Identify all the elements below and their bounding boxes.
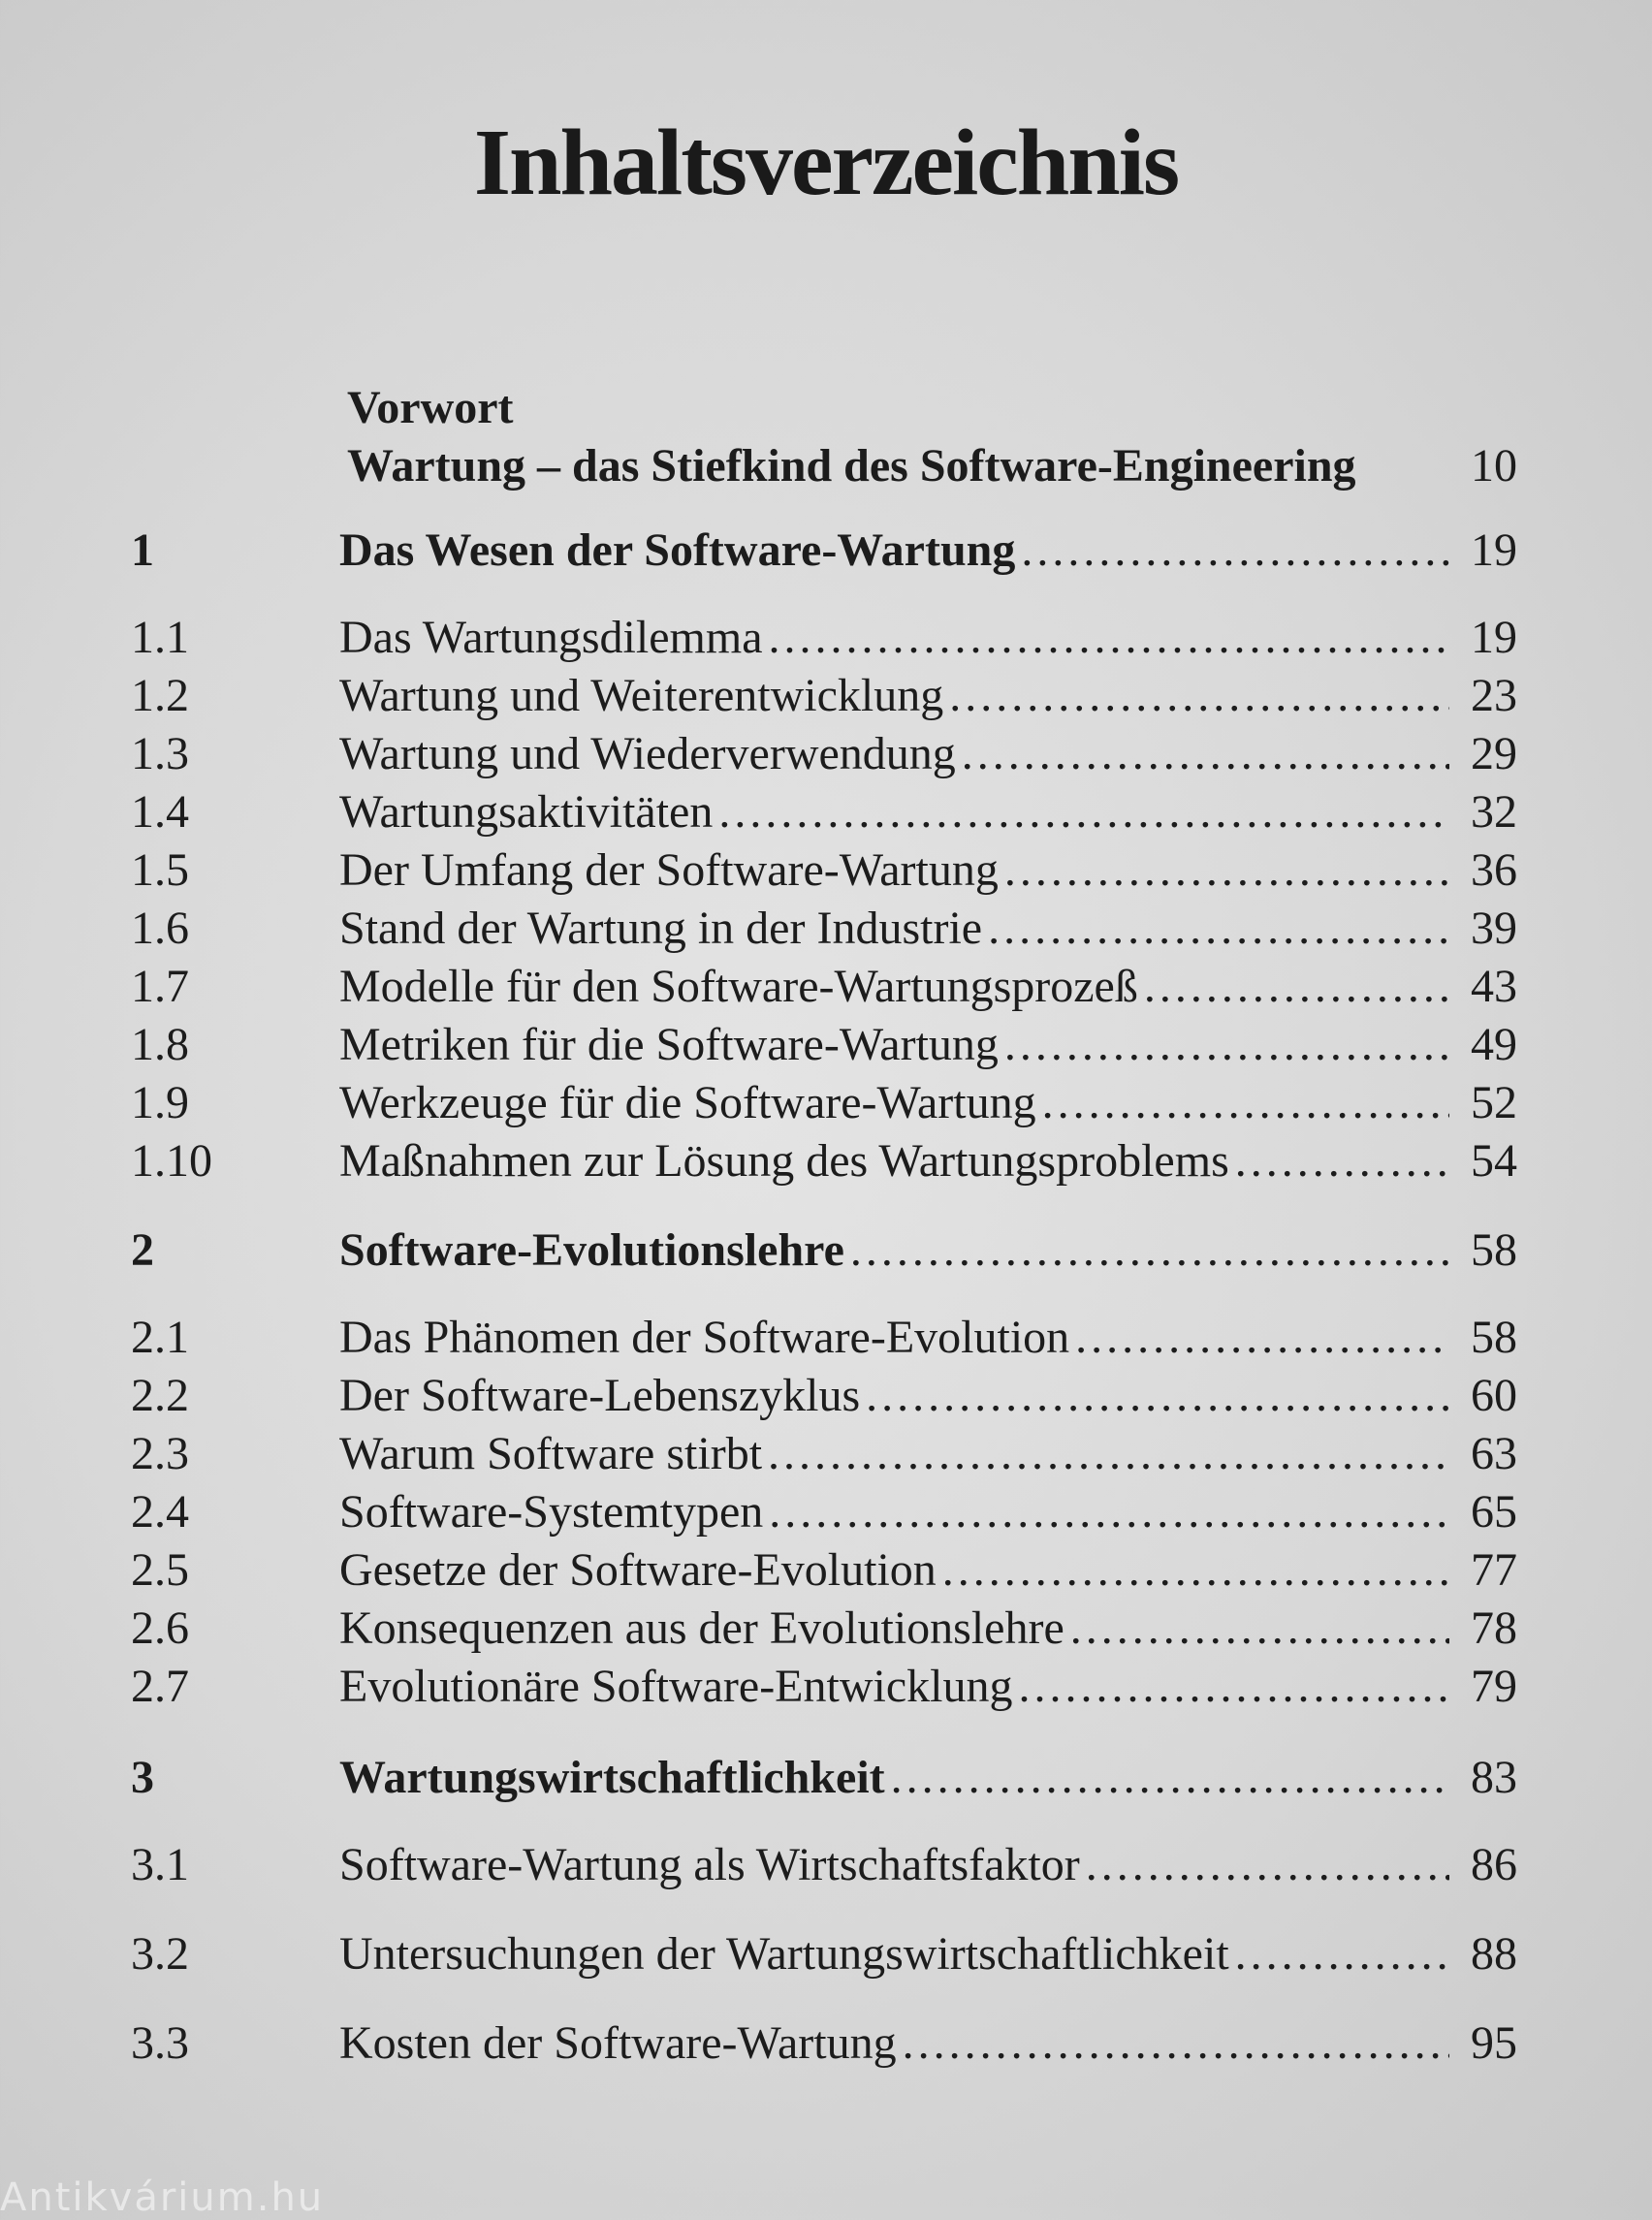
toc-page: 52 (1471, 1077, 1517, 1128)
toc-page: 43 (1471, 961, 1517, 1012)
toc-leader (1235, 1927, 1449, 1982)
toc-leader (962, 727, 1449, 781)
toc-entry (131, 1427, 1517, 1481)
toc-page: 49 (1471, 1019, 1517, 1070)
toc-leader (903, 2016, 1449, 2071)
toc-label: Evolutionäre Software-Entwicklung (339, 1661, 1013, 1712)
toc-page: 83 (1471, 1752, 1517, 1803)
toc-entry (131, 611, 1517, 665)
toc-leader (949, 669, 1449, 723)
toc-number: 1.2 (131, 670, 189, 721)
toc-page: 54 (1471, 1135, 1517, 1187)
toc-number: 1.9 (131, 1077, 189, 1128)
toc-page: 86 (1471, 1839, 1517, 1890)
toc-page: 39 (1471, 903, 1517, 954)
toc-number: 2.5 (131, 1544, 189, 1596)
toc-page: 60 (1471, 1370, 1517, 1421)
toc-label: Das Wesen der Software-Wartung (339, 524, 1016, 576)
toc-leader (1086, 1838, 1449, 1892)
toc-leader (718, 785, 1449, 840)
toc-page: 58 (1471, 1224, 1517, 1276)
toc-label: Maßnahmen zur Lösung des Wartungsproblems (339, 1135, 1229, 1187)
toc-label: Das Phänomen der Software-Evolution (339, 1312, 1070, 1363)
toc-leader (1144, 960, 1449, 1014)
toc-label: Warum Software stirbt (339, 1428, 763, 1479)
toc-number: 2.1 (131, 1312, 189, 1363)
foreword-heading: Vorwort (347, 382, 514, 433)
toc-page: 95 (1471, 2017, 1517, 2069)
toc-number: 1.4 (131, 786, 189, 838)
toc-entry (131, 1485, 1517, 1539)
toc-number: 2.2 (131, 1370, 189, 1421)
toc-label: Konsequenzen aus der Evolutionslehre (339, 1602, 1064, 1654)
foreword-page: 10 (1471, 440, 1517, 492)
toc-entry (131, 785, 1517, 840)
toc-entry (131, 669, 1517, 723)
toc-number: 1.6 (131, 903, 189, 954)
toc-number: 1.10 (131, 1135, 212, 1187)
toc-label: Untersuchungen der Wartungswirtschaftlichkeit (339, 1928, 1229, 1980)
toc-number: 3 (131, 1752, 154, 1803)
toc-page: 65 (1471, 1486, 1517, 1538)
toc-leader (988, 902, 1449, 956)
toc-leader (769, 611, 1450, 665)
toc-leader (1004, 1018, 1449, 1072)
toc-leader (1018, 1660, 1449, 1714)
toc-entry (131, 960, 1517, 1014)
toc-page: 23 (1471, 670, 1517, 721)
toc-page: 79 (1471, 1661, 1517, 1712)
toc-entry (131, 1223, 1517, 1278)
toc-page: 78 (1471, 1602, 1517, 1654)
toc-page: 32 (1471, 786, 1517, 838)
toc-number: 1.5 (131, 844, 189, 896)
toc-page: 29 (1471, 728, 1517, 779)
page-title: Inhaltsverzeichnis (473, 111, 1179, 215)
toc-number: 1.7 (131, 961, 189, 1012)
toc-leader (850, 1223, 1449, 1278)
toc-label: Modelle für den Software-Wartungsprozeß (339, 961, 1138, 1012)
foreword-subtitle: Wartung – das Stiefkind des Software-Engineering (347, 440, 1356, 492)
toc-entry (131, 1076, 1517, 1130)
toc-page: 63 (1471, 1428, 1517, 1479)
toc-entry (131, 843, 1517, 898)
toc-number: 1.1 (131, 612, 189, 663)
foreword-entry (347, 439, 1517, 493)
toc-label: Wartung und Wiederverwendung (339, 728, 956, 779)
toc-entry (131, 1927, 1517, 1982)
toc-label: Software-Evolutionslehre (339, 1224, 844, 1276)
toc-label: Werkzeuge für die Software-Wartung (339, 1077, 1036, 1128)
toc-label: Wartungswirtschaftlichkeit (339, 1752, 885, 1803)
toc-label: Der Software-Lebenszyklus (339, 1370, 861, 1421)
toc-label: Wartung und Weiterentwicklung (339, 670, 944, 721)
watermark: Antikvárium.hu (0, 2175, 325, 2220)
toc-leader (1042, 1076, 1449, 1130)
toc-label: Stand der Wartung in der Industrie (339, 903, 983, 954)
toc-entry (131, 1018, 1517, 1072)
toc-leader (891, 1751, 1449, 1805)
toc-entry (131, 1311, 1517, 1365)
toc-number: 1.3 (131, 728, 189, 779)
toc-page: 36 (1471, 844, 1517, 896)
toc-entry (131, 727, 1517, 781)
toc-entry (131, 523, 1517, 578)
toc-label: Kosten der Software-Wartung (339, 2017, 897, 2069)
toc-page: 19 (1471, 524, 1517, 576)
toc-number: 2 (131, 1224, 154, 1276)
toc-leader (1004, 843, 1449, 898)
toc-page: 77 (1471, 1544, 1517, 1596)
toc-entry (131, 1369, 1517, 1423)
toc-leader (866, 1369, 1449, 1423)
toc-number: 1.8 (131, 1019, 189, 1070)
toc-number: 2.6 (131, 1602, 189, 1654)
toc-page: 58 (1471, 1312, 1517, 1363)
toc-entry (131, 1543, 1517, 1598)
toc-entry (131, 2016, 1517, 2071)
toc-leader (1075, 1311, 1449, 1365)
toc-number: 3.2 (131, 1928, 189, 1980)
toc-leader (768, 1427, 1449, 1481)
toc-entry (131, 1134, 1517, 1189)
toc-leader (1021, 523, 1449, 578)
toc-label: Der Umfang der Software-Wartung (339, 844, 999, 896)
toc-number: 1 (131, 524, 154, 576)
toc-number: 2.3 (131, 1428, 189, 1479)
toc-entry (131, 1751, 1517, 1805)
toc-leader (1235, 1134, 1449, 1189)
toc-number: 3.3 (131, 2017, 189, 2069)
toc-number: 3.1 (131, 1839, 189, 1890)
toc-entry (131, 1602, 1517, 1656)
toc-label: Wartungsaktivitäten (339, 786, 714, 838)
toc-entry (131, 1660, 1517, 1714)
toc-page: 88 (1471, 1928, 1517, 1980)
toc-leader (1070, 1602, 1449, 1656)
toc-label: Software-Systemtypen (339, 1486, 764, 1538)
toc-number: 2.4 (131, 1486, 189, 1538)
toc-leader (769, 1485, 1449, 1539)
toc-label: Das Wartungsdilemma (339, 612, 763, 663)
toc-entry (131, 1838, 1517, 1892)
toc-label: Software-Wartung als Wirtschaftsfaktor (339, 1839, 1080, 1890)
toc-label: Metriken für die Software-Wartung (339, 1019, 999, 1070)
toc-label: Gesetze der Software-Evolution (339, 1544, 937, 1596)
toc-leader (942, 1543, 1449, 1598)
toc-number: 2.7 (131, 1661, 189, 1712)
toc-entry (131, 902, 1517, 956)
toc-page: 19 (1471, 612, 1517, 663)
